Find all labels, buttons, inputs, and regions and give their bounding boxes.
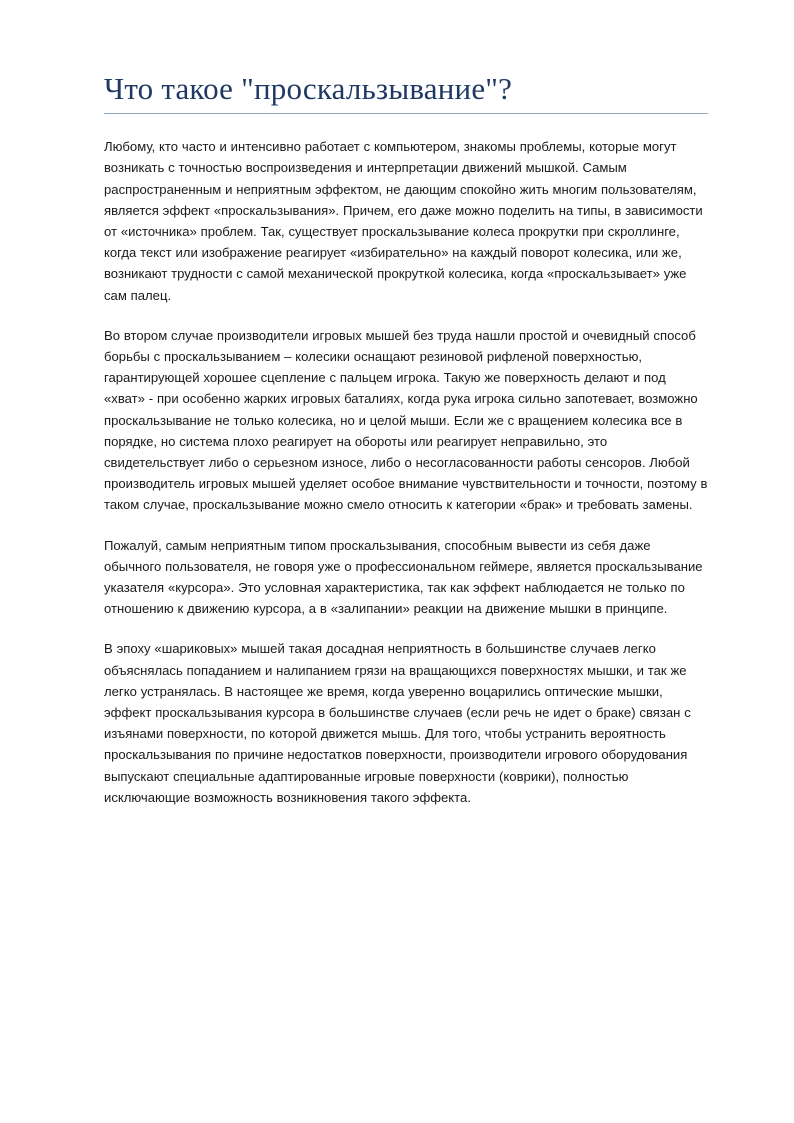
body-paragraph: Во втором случае производители игровых мышей без труда нашли простой и очевидный способ борьбы с проскальзыванием – колесики оснащают резиновой рифленой поверхностью, гарантирующей хорошее сцепление с пальцем игрока. Такую же поверхность делают и под «хват» - при особенно жарких игровых баталиях, когда рука игрока сильно запотевает, возможно проскальзывание не только колесика, но и целой мыши. Если же с вращением колесика все в порядке, но система плохо реагирует на обороты или реагирует неправильно, это свидетельствует либо о серьезном износе, либо о несогласованности работы сенсоров. Любой производитель игровых мышей уделяет особое внимание чувствительности и точности, поэтому в таком случае, проскальзывание можно смело относить к категории «брак» и требовать замены. [104,327,708,513]
page-title: Что такое "проскальзывание"? [104,71,513,106]
title-divider [104,113,708,114]
body-paragraph: В эпоху «шариковых» мышей такая досадная неприятность в большинстве случаев легко объяснялась попаданием и налипанием грязи на вращающихся поверхностях мышки, и так же легко устранялась. В настоящее же время, когда уверенно воцарились оптические мышки, эффект проскальзывания курсора в большинстве случаев (если речь не идет о браке) связан с изъянами поверхности, по которой движется мышь. Для того, чтобы устранить вероятность проскальзывания по причине недостатков поверхности, производители игрового оборудования выпускают специальные адаптированные игровые поверхности (коврики), полностью исключающие возможность возникновения такого эффекта. [104,641,691,805]
body-paragraph: Любому, кто часто и интенсивно работает с компьютером, знакомы проблемы, которые могут возникать с точностью воспроизведения и интерпретации движений мышкой. Самым распространенным и неприятным эффектом, не дающим спокойно жить многим пользователям, является эффект «проскальзывания». Причем, его даже можно поделить на типы, в зависимости от «источника» проблем. Так, существует проскальзывание колеса прокрутки при скроллинге, когда текст или изображение реагирует «избирательно» на каждый поворот колесика, или же, возникают трудности с самой механической прокруткой колесика, когда «проскальзывает» уже сам палец. [104,139,703,303]
body-paragraph: Пожалуй, самым неприятным типом проскальзывания, способным вывести из себя даже обычного пользователя, не говоря уже о профессиональном геймере, является проскальзывание указателя «курсора». Это условная характеристика, так как эффект наблюдается не только по отношению к движению курсора, а в «залипании» реакции на движение мышки в принципе. [104,537,703,617]
